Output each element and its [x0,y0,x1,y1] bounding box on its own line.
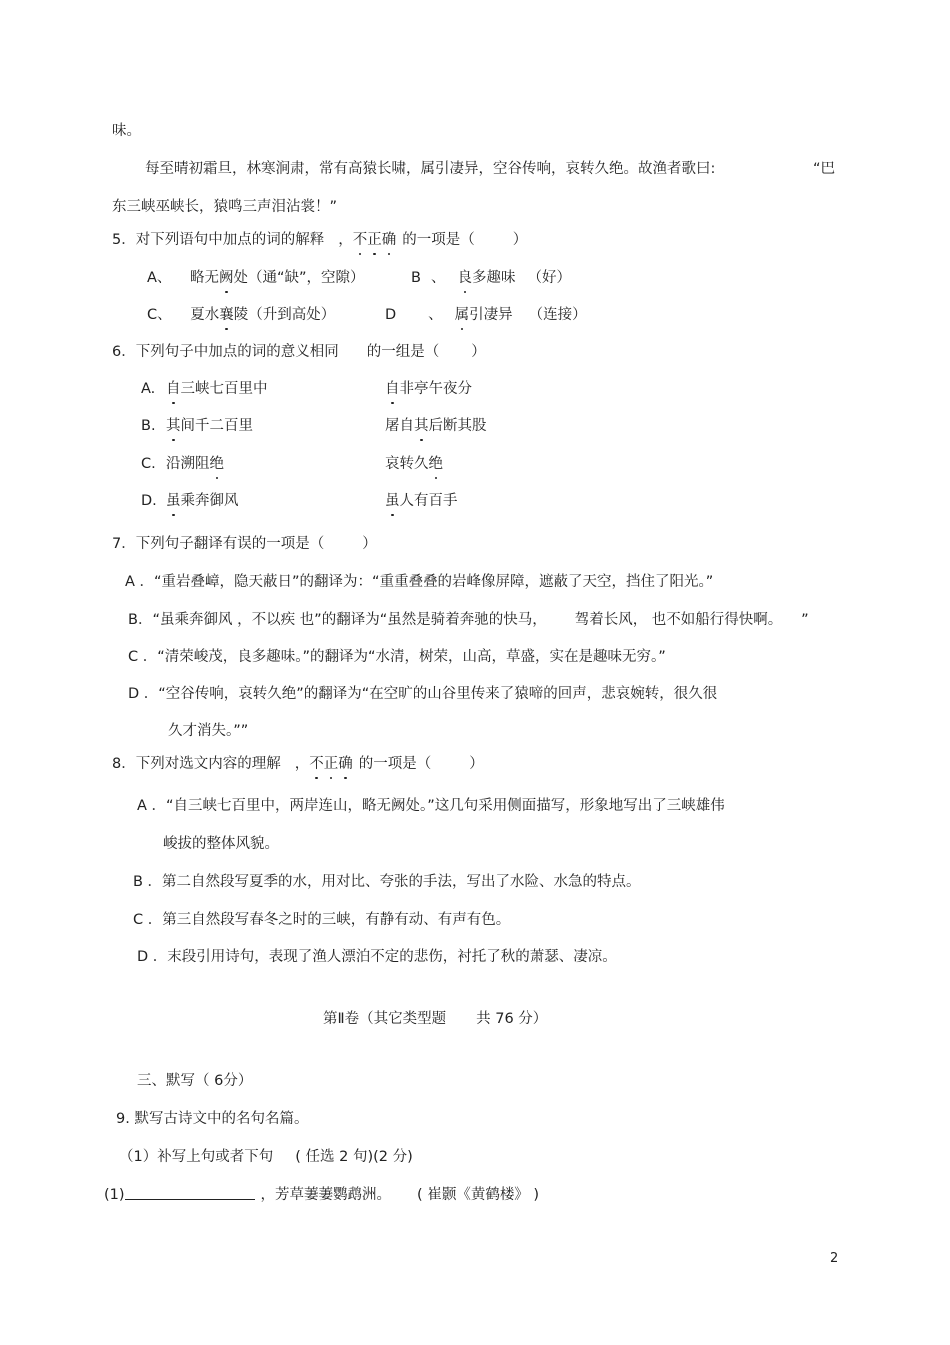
question-6-option-d-left: 虽乘奔御风 [166,493,239,509]
question-5-option-a: A、 略无阙处（通“缺”，空隙） [147,270,365,286]
question-7-stem: 7．下列句子翻译有误的一项是（ ） [112,536,377,552]
question-6-option-a-left: 自三峡七百里中 [166,381,268,397]
question-7-option-d: D ．“空谷传响，哀转久绝”的翻译为“在空旷的山谷里传来了猿啼的回声，悲哀婉转，很久很 [128,686,718,702]
question-8-stem: 8．下列对选文内容的理解 ，不正确 的一项是（ ） [112,756,484,772]
passage-line: 每至晴初霜旦，林寒涧肃，常有高猿长啸，属引凄异，空谷传响，哀转久绝。故渔者歌曰: [145,161,716,177]
question-6-option-d-label: D. [141,493,157,509]
question-5-option-d: D 、 属引凄异 （连接） [385,307,587,323]
question-6-option-b-label: B. [141,418,156,434]
section-title: 第Ⅱ卷（其它类型题 共 76 分） [323,1011,548,1027]
question-6-option-a-label: A. [141,381,156,397]
question-6-option-c-right: 哀转久绝 [385,456,443,472]
question-5-option-b: B 、 良多趣味 （好） [411,270,571,286]
question-6-option-c-label: C. [141,456,156,472]
question-5-stem: 5．对下列语句中加点的词的解释 ，不正确 的一项是（ ） [112,232,528,248]
fill-in-line: (1) ，芳草萋萋鹦鹉洲。 ( 崔颢《黄鹤楼》 ) [104,1187,540,1203]
passage-line: 东三峡巫峡长，猿鸣三声泪沾裳！” [112,199,338,215]
question-7-option-d-cont: 久才消失。”” [168,723,249,739]
question-6-stem: 6．下列句子中加点的词的意义相同 的一组是（ ） [112,344,486,360]
question-6-option-c-left: 沿溯阻绝 [166,456,224,472]
question-6-option-b-left: 其间千二百里 [166,418,253,434]
question-8-option-c: C ．第三自然段写春冬之时的三峡，有静有动、有声有色。 [133,912,511,928]
question-6-option-b-right: 屠自其后断其股 [385,418,487,434]
question-7-option-c: C ．“清荣峻茂，良多趣味。”的翻译为“水清，树荣，山高，草盛，实在是趣味无穷。” [128,649,666,665]
answer-blank[interactable] [125,1185,255,1200]
question-8-option-d: D ．末段引用诗句，表现了渔人漂泊不定的悲伤，衬托了秋的萧瑟、凄凉。 [137,949,617,965]
question-9-stem: 9. 默写古诗文中的名句名篇。 [116,1111,309,1127]
question-8-option-a-cont: 峻拔的整体风貌。 [163,836,279,852]
question-8-option-a: A ．“自三峡七百里中，两岸连山，略无阙处。”这几句采用侧面描写，形象地写出了三峡雄伟 [137,798,725,814]
question-9-1: （1）补写上句或者下句 ( 任选 2 句)(2 分) [119,1149,413,1165]
page-number: 2 [830,1251,839,1266]
passage-line: 味。 [112,123,141,139]
question-6-option-d-right: 虽人有百手 [385,493,458,509]
question-8-option-b: B ．第二自然段写夏季的水，用对比、夸张的手法，写出了水险、水急的特点。 [133,874,641,890]
question-7-option-b: B．“虽乘奔御风 ，不以疾 也”的翻译为“虽然是骑着奔驰的快马， 驾着长风， 也不如船行得快啊。 ” [128,612,809,628]
question-6-option-a-right: 自非亭午夜分 [385,381,472,397]
question-5-option-c: C、 夏水襄陵（升到高处） [147,307,336,323]
question-7-option-a: A ．“重岩叠嶂，隐天蔽日”的翻译为：“重重叠叠的岩峰像屏障，遮蔽了天空，挡住了阳光。” [125,574,714,590]
part-3-heading: 三、默写（ 6分） [137,1073,253,1089]
passage-line: “巴 [813,161,836,177]
